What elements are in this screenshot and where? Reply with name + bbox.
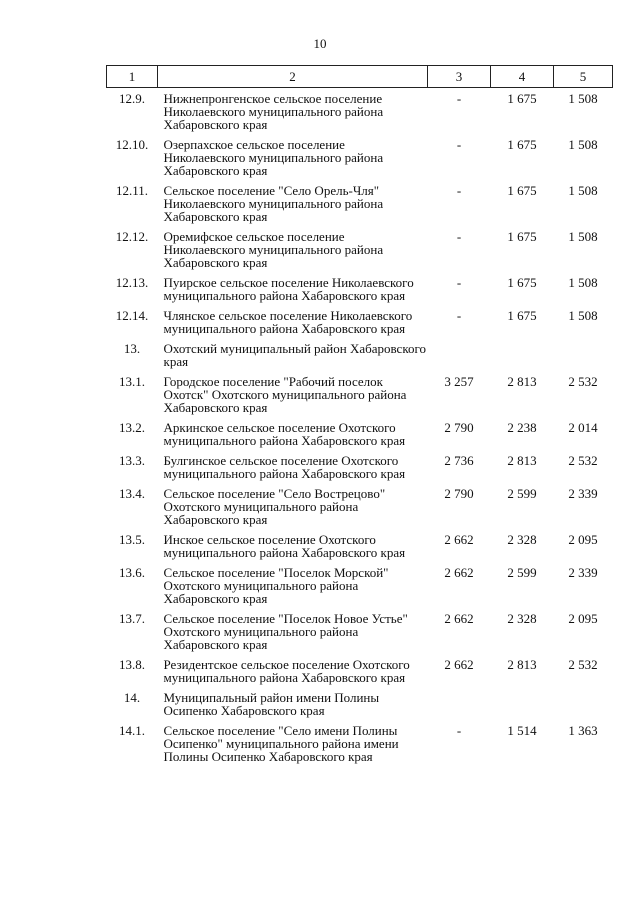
value-col-4 xyxy=(491,342,554,375)
row-number: 14. xyxy=(123,690,141,705)
settlement-name: Сельское поселение "Село Вострецово" Охотского муниципального района Хабаровского края xyxy=(163,486,386,527)
settlement-name: Резидентское сельское поселение Охотского муниципального района Хабаровского края xyxy=(163,657,410,685)
value-col-5: 2 532 xyxy=(568,374,598,389)
value-col-5: 2 339 xyxy=(568,565,598,580)
value-col-5: 2 532 xyxy=(568,453,598,468)
value-col-4: 2 813 xyxy=(507,657,537,672)
row-number: 12.9. xyxy=(119,91,145,106)
value-col-3: 2 736 xyxy=(444,453,474,468)
value-col-3: - xyxy=(456,229,462,244)
table-row xyxy=(107,230,613,276)
value-col-3: - xyxy=(456,275,462,290)
settlement-name: Сельское поселение "Село Орель-Чля" Николаевского муниципального района Хабаровского края xyxy=(163,183,384,224)
row-number: 13.1. xyxy=(119,374,145,389)
table-header xyxy=(107,66,613,88)
row-number: 13. xyxy=(123,341,141,356)
table-row xyxy=(107,454,613,487)
value-col-3: - xyxy=(456,723,462,738)
settlement-name: Члянское сельское поселение Николаевского муниципального района Хабаровского края xyxy=(163,308,413,336)
header-col-5: 5 xyxy=(554,66,613,88)
table-row xyxy=(107,421,613,454)
data-table xyxy=(106,65,613,770)
value-col-3: - xyxy=(456,91,462,106)
settlement-name: Сельское поселение "Поселок Новое Устье" Охотского муниципального района Хабаровского края xyxy=(163,611,408,652)
row-number: 13.5. xyxy=(119,532,145,547)
header-col-2: 2 xyxy=(158,66,428,88)
value-col-5: 1 508 xyxy=(568,91,598,106)
settlement-name: Озерпахское сельское поселение Николаевского муниципального района Хабаровского края xyxy=(163,137,384,178)
value-col-3: 2 662 xyxy=(444,565,474,580)
value-col-5: 1 363 xyxy=(568,723,598,738)
table-row xyxy=(107,566,613,612)
value-col-4: 1 675 xyxy=(507,229,537,244)
value-col-4: 2 238 xyxy=(507,420,537,435)
value-col-4: 1 514 xyxy=(507,723,537,738)
value-col-4: 1 675 xyxy=(507,275,537,290)
settlement-name: Городское поселение "Рабочий поселок Охотск" Охотского муниципального района Хабаровского края xyxy=(163,374,407,415)
value-col-3 xyxy=(428,691,491,724)
row-number: 13.7. xyxy=(119,611,145,626)
table-row xyxy=(107,375,613,421)
row-number: 13.2. xyxy=(119,420,145,435)
value-col-4: 1 675 xyxy=(507,137,537,152)
value-col-4: 2 599 xyxy=(507,565,537,580)
row-number: 12.14. xyxy=(115,308,149,323)
value-col-3 xyxy=(428,342,491,375)
value-col-3: 2 662 xyxy=(444,532,474,547)
row-number: 13.8. xyxy=(119,657,145,672)
settlement-name: Инское сельское поселение Охотского муниципального района Хабаровского края xyxy=(163,532,406,560)
value-col-5: 2 532 xyxy=(568,657,598,672)
value-col-5: 1 508 xyxy=(568,229,598,244)
table-row xyxy=(107,276,613,309)
value-col-4: 2 599 xyxy=(507,486,537,501)
value-col-5: 2 095 xyxy=(568,532,598,547)
value-col-4: 2 813 xyxy=(507,453,537,468)
row-number: 13.4. xyxy=(119,486,145,501)
table-row xyxy=(107,533,613,566)
row-number: 13.6. xyxy=(119,565,145,580)
value-col-5: 2 095 xyxy=(568,611,598,626)
table-row xyxy=(107,342,613,375)
value-col-3: 2 662 xyxy=(444,611,474,626)
page-number: 10 xyxy=(313,36,327,51)
header-row xyxy=(107,66,613,88)
value-col-4: 1 675 xyxy=(507,91,537,106)
settlement-name: Оремифское сельское поселение Николаевского муниципального района Хабаровского края xyxy=(163,229,384,270)
header-col-1: 1 xyxy=(107,66,158,88)
value-col-5: 1 508 xyxy=(568,137,598,152)
settlement-name: Пуирское сельское поселение Николаевского муниципального района Хабаровского края xyxy=(163,275,414,303)
row-number: 12.10. xyxy=(115,137,149,152)
table-body xyxy=(107,88,613,771)
value-col-3: - xyxy=(456,308,462,323)
value-col-3: 2 790 xyxy=(444,486,474,501)
settlement-name: Аркинское сельское поселение Охотского муниципального района Хабаровского края xyxy=(163,420,406,448)
value-col-3: 2 790 xyxy=(444,420,474,435)
header-col-3: 3 xyxy=(428,66,491,88)
value-col-5: 1 508 xyxy=(568,183,598,198)
value-col-3: 3 257 xyxy=(444,374,474,389)
value-col-5: 2 339 xyxy=(568,486,598,501)
value-col-5 xyxy=(554,342,613,375)
settlement-name: Нижнепронгенское сельское поселение Николаевского муниципального района Хабаровского края xyxy=(163,91,384,132)
table-row xyxy=(107,138,613,184)
value-col-5 xyxy=(554,691,613,724)
table-row xyxy=(107,658,613,691)
row-number: 14.1. xyxy=(119,723,145,738)
table-row xyxy=(107,184,613,230)
settlement-name: Сельское поселение "Село имени Полины Осипенко" муниципального района имени Полины Осипенко Хабаровского края xyxy=(163,723,399,764)
table-row xyxy=(107,691,613,724)
table-row xyxy=(107,612,613,658)
table-row xyxy=(107,309,613,342)
value-col-4: 2 328 xyxy=(507,532,537,547)
value-col-5: 2 014 xyxy=(568,420,598,435)
value-col-3: - xyxy=(456,137,462,152)
value-col-5: 1 508 xyxy=(568,275,598,290)
row-number: 12.11. xyxy=(115,183,149,198)
value-col-4: 1 675 xyxy=(507,308,537,323)
value-col-3: - xyxy=(456,183,462,198)
row-number: 13.3. xyxy=(119,453,145,468)
value-col-4: 2 813 xyxy=(507,374,537,389)
settlement-name: Булгинское сельское поселение Охотского муниципального района Хабаровского края xyxy=(163,453,406,481)
value-col-4: 2 328 xyxy=(507,611,537,626)
settlement-name: Сельское поселение "Поселок Морской" Охотского муниципального района Хабаровского края xyxy=(163,565,389,606)
settlement-name: Охотский муниципальный район Хабаровского края xyxy=(163,341,426,369)
value-col-3: 2 662 xyxy=(444,657,474,672)
value-col-5: 1 508 xyxy=(568,308,598,323)
row-number: 12.12. xyxy=(115,229,149,244)
settlement-name: Муниципальный район имени Полины Осипенко Хабаровского края xyxy=(163,690,380,718)
header-col-4: 4 xyxy=(491,66,554,88)
value-col-4 xyxy=(491,691,554,724)
table-row xyxy=(107,724,613,770)
value-col-4: 1 675 xyxy=(507,183,537,198)
table-row xyxy=(107,88,613,139)
row-number: 12.13. xyxy=(115,275,149,290)
table-row xyxy=(107,487,613,533)
